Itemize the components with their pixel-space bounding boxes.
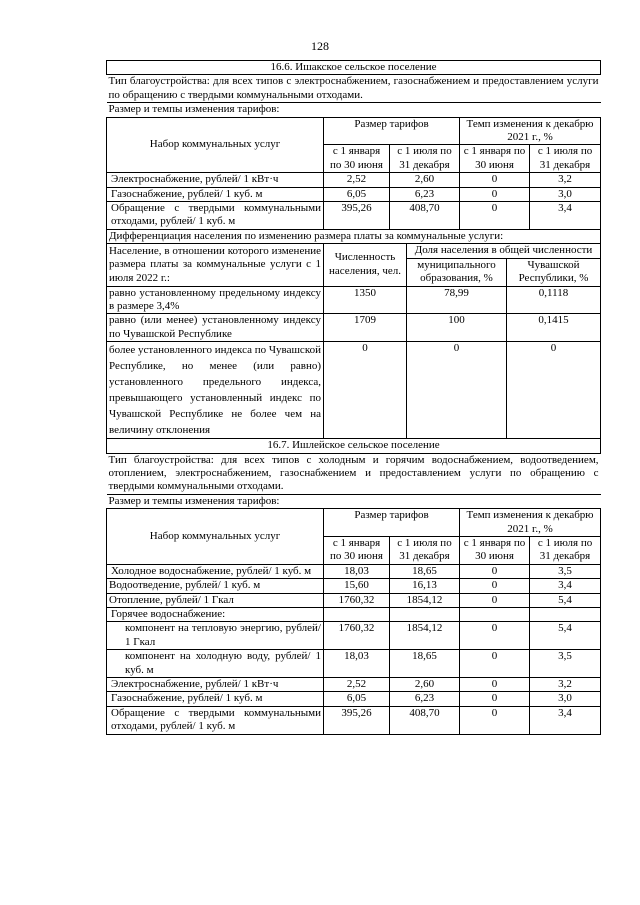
cell-value: 408,70 xyxy=(390,706,460,734)
header-municipal: муниципального образования, % xyxy=(407,258,507,286)
cell-value: 18,65 xyxy=(390,650,460,678)
cell-value: 3,5 xyxy=(530,564,601,578)
population-category: равно установленному предельному индексу в размере 3,4% xyxy=(107,286,324,314)
header-services: Набор коммунальных услуг xyxy=(107,509,324,565)
cell-value: 3,2 xyxy=(530,678,601,692)
header-rate-size: Размер тарифов xyxy=(324,509,460,537)
header-count: Численность населения, чел. xyxy=(324,244,407,286)
cell-value: 5,4 xyxy=(530,622,601,650)
service-name: Электроснабжение, рублей/ 1 кВт·ч xyxy=(107,173,324,187)
table-row xyxy=(107,314,601,342)
header-share: Доля населения в общей численности xyxy=(407,244,601,258)
service-name: Обращение с твердыми коммунальными отходами, рублей/ 1 куб. м xyxy=(107,706,324,734)
cell-value: 0 xyxy=(460,564,530,578)
cell-value: 2,60 xyxy=(390,173,460,187)
cell-value: 1854,12 xyxy=(390,622,460,650)
header-population: Население, в отношении которого изменение размера платы за коммунальные услуги с 1 июля 2022 г.: xyxy=(107,244,324,286)
section-title: 16.6. Ишакское сельское поселение xyxy=(107,61,601,75)
cell-value: 3,5 xyxy=(530,650,601,678)
cell-value: 0 xyxy=(507,342,601,439)
header-jan-jun-2: с 1 января по 30 июня xyxy=(460,536,530,564)
service-name: Обращение с твердыми коммунальными отходами, рублей/ 1 куб. м xyxy=(107,202,324,230)
header-jul-dec-2: с 1 июля по 31 декабря xyxy=(530,145,601,173)
service-name: Электроснабжение, рублей/ 1 кВт·ч xyxy=(107,678,324,692)
population-category: более установленного индекса по Чувашской Республике, но менее (или равно) установленного предельного индекса, превышающего установленный индекс по Чувашской Республике не более чем на величину отклонения xyxy=(107,342,324,439)
cell-value: 6,05 xyxy=(324,692,390,706)
service-name: Холодное водоснабжение, рублей/ 1 куб. м xyxy=(107,564,324,578)
table-row xyxy=(107,564,601,578)
cell-value: 0,1118 xyxy=(507,286,601,314)
cell-value: 395,26 xyxy=(324,706,390,734)
cell-value: 1709 xyxy=(324,314,407,342)
cell-value: 1350 xyxy=(324,286,407,314)
cell-value: 6,23 xyxy=(390,692,460,706)
cell-value: 15,60 xyxy=(324,579,390,593)
cell-value: 16,13 xyxy=(390,579,460,593)
service-name: компонент на холодную воду, рублей/ 1 куб. м xyxy=(107,650,324,678)
header-rate-growth: Темп изменения к декабрю 2021 г., % xyxy=(460,509,601,537)
header-services: Набор коммунальных услуг xyxy=(107,117,324,173)
diff-heading: Дифференциация населения по изменению размера платы за коммунальные услуги: xyxy=(107,230,601,244)
cell-value: 0 xyxy=(460,678,530,692)
header-jan-jun: с 1 января по 30 июня xyxy=(324,536,390,564)
table-row xyxy=(107,593,601,607)
improvement-type: Тип благоустройства: для всех типов с электроснабжением, газоснабжением и предоставлением услуги по обращению с твердыми коммунальными отходами. xyxy=(108,75,599,101)
table-row xyxy=(107,608,601,622)
cell-value: 100 xyxy=(407,314,507,342)
header-jan-jun-2: с 1 января по 30 июня xyxy=(460,145,530,173)
header-republic: Чувашской Республики, % xyxy=(507,258,601,286)
cell-value: 2,52 xyxy=(324,678,390,692)
header-jul-dec-2: с 1 июля по 31 декабря xyxy=(530,536,601,564)
table-row xyxy=(107,342,601,439)
cell-value: 0 xyxy=(460,579,530,593)
table-row xyxy=(107,650,601,678)
rates-heading: Размер и темпы изменения тарифов: xyxy=(107,494,601,508)
cell-value: 78,99 xyxy=(407,286,507,314)
cell-value: 1760,32 xyxy=(324,593,390,607)
cell-value: 3,0 xyxy=(530,692,601,706)
cell-value xyxy=(530,608,601,622)
service-name: компонент на тепловую энергию, рублей/ 1 Гкал xyxy=(107,622,324,650)
cell-value: 6,05 xyxy=(324,187,390,201)
cell-value: 0 xyxy=(460,692,530,706)
table-row xyxy=(107,202,601,230)
table-row xyxy=(107,187,601,201)
cell-value: 3,2 xyxy=(530,173,601,187)
cell-value: 18,65 xyxy=(390,564,460,578)
cell-value: 0 xyxy=(324,342,407,439)
cell-value: 18,03 xyxy=(324,564,390,578)
service-name: Газоснабжение, рублей/ 1 куб. м xyxy=(107,692,324,706)
table-row xyxy=(107,173,601,187)
header-jan-jun: с 1 января по 30 июня xyxy=(324,145,390,173)
table-row xyxy=(107,706,601,734)
cell-value: 408,70 xyxy=(390,202,460,230)
header-jul-dec: с 1 июля по 31 декабря xyxy=(390,145,460,173)
cell-value: 0 xyxy=(460,622,530,650)
cell-value: 0 xyxy=(460,173,530,187)
cell-value: 0 xyxy=(460,187,530,201)
cell-value xyxy=(324,608,390,622)
population-category: равно (или менее) установленному индексу по Чувашской Республике xyxy=(107,314,324,342)
cell-value: 3,4 xyxy=(530,202,601,230)
cell-value: 395,26 xyxy=(324,202,390,230)
cell-value: 5,4 xyxy=(530,593,601,607)
cell-value xyxy=(460,608,530,622)
table-row xyxy=(107,678,601,692)
cell-value: 3,4 xyxy=(530,579,601,593)
cell-value: 6,23 xyxy=(390,187,460,201)
cell-value: 0 xyxy=(460,650,530,678)
cell-value: 0 xyxy=(460,593,530,607)
table-row xyxy=(107,692,601,706)
service-name: Отопление, рублей/ 1 Гкал xyxy=(107,593,324,607)
cell-value: 0 xyxy=(407,342,507,439)
section-16-7-table xyxy=(106,439,601,735)
service-name: Водоотведение, рублей/ 1 куб. м xyxy=(107,579,324,593)
service-name: Газоснабжение, рублей/ 1 куб. м xyxy=(107,187,324,201)
header-rate-growth: Темп изменения к декабрю 2021 г., % xyxy=(460,117,601,145)
cell-value: 18,03 xyxy=(324,650,390,678)
header-rate-size: Размер тарифов xyxy=(324,117,460,145)
header-jul-dec: с 1 июля по 31 декабря xyxy=(390,536,460,564)
cell-value: 3,4 xyxy=(530,706,601,734)
cell-value: 0 xyxy=(460,202,530,230)
cell-value: 2,52 xyxy=(324,173,390,187)
population-differentiation-table xyxy=(106,230,601,439)
table-row xyxy=(107,622,601,650)
table-row xyxy=(107,286,601,314)
section-title: 16.7. Ишлейское сельское поселение xyxy=(107,439,601,453)
cell-value: 1854,12 xyxy=(390,593,460,607)
cell-value: 1760,32 xyxy=(324,622,390,650)
document-body xyxy=(106,60,600,735)
service-name: Горячее водоснабжение: xyxy=(107,608,324,622)
cell-value: 2,60 xyxy=(390,678,460,692)
cell-value: 3,0 xyxy=(530,187,601,201)
rates-heading: Размер и темпы изменения тарифов: xyxy=(107,103,601,117)
cell-value: 0 xyxy=(460,706,530,734)
page-number: 128 xyxy=(311,39,329,53)
improvement-type: Тип благоустройства: для всех типов с холодным и горячим водоснабжением, водоотведением, отоплением, электроснабжением, газоснабжением и предоставлением услуги по обращению с твердыми коммунальными отходами. xyxy=(108,453,599,493)
section-16-6-table xyxy=(106,60,601,230)
cell-value xyxy=(390,608,460,622)
cell-value: 0,1415 xyxy=(507,314,601,342)
table-row xyxy=(107,579,601,593)
